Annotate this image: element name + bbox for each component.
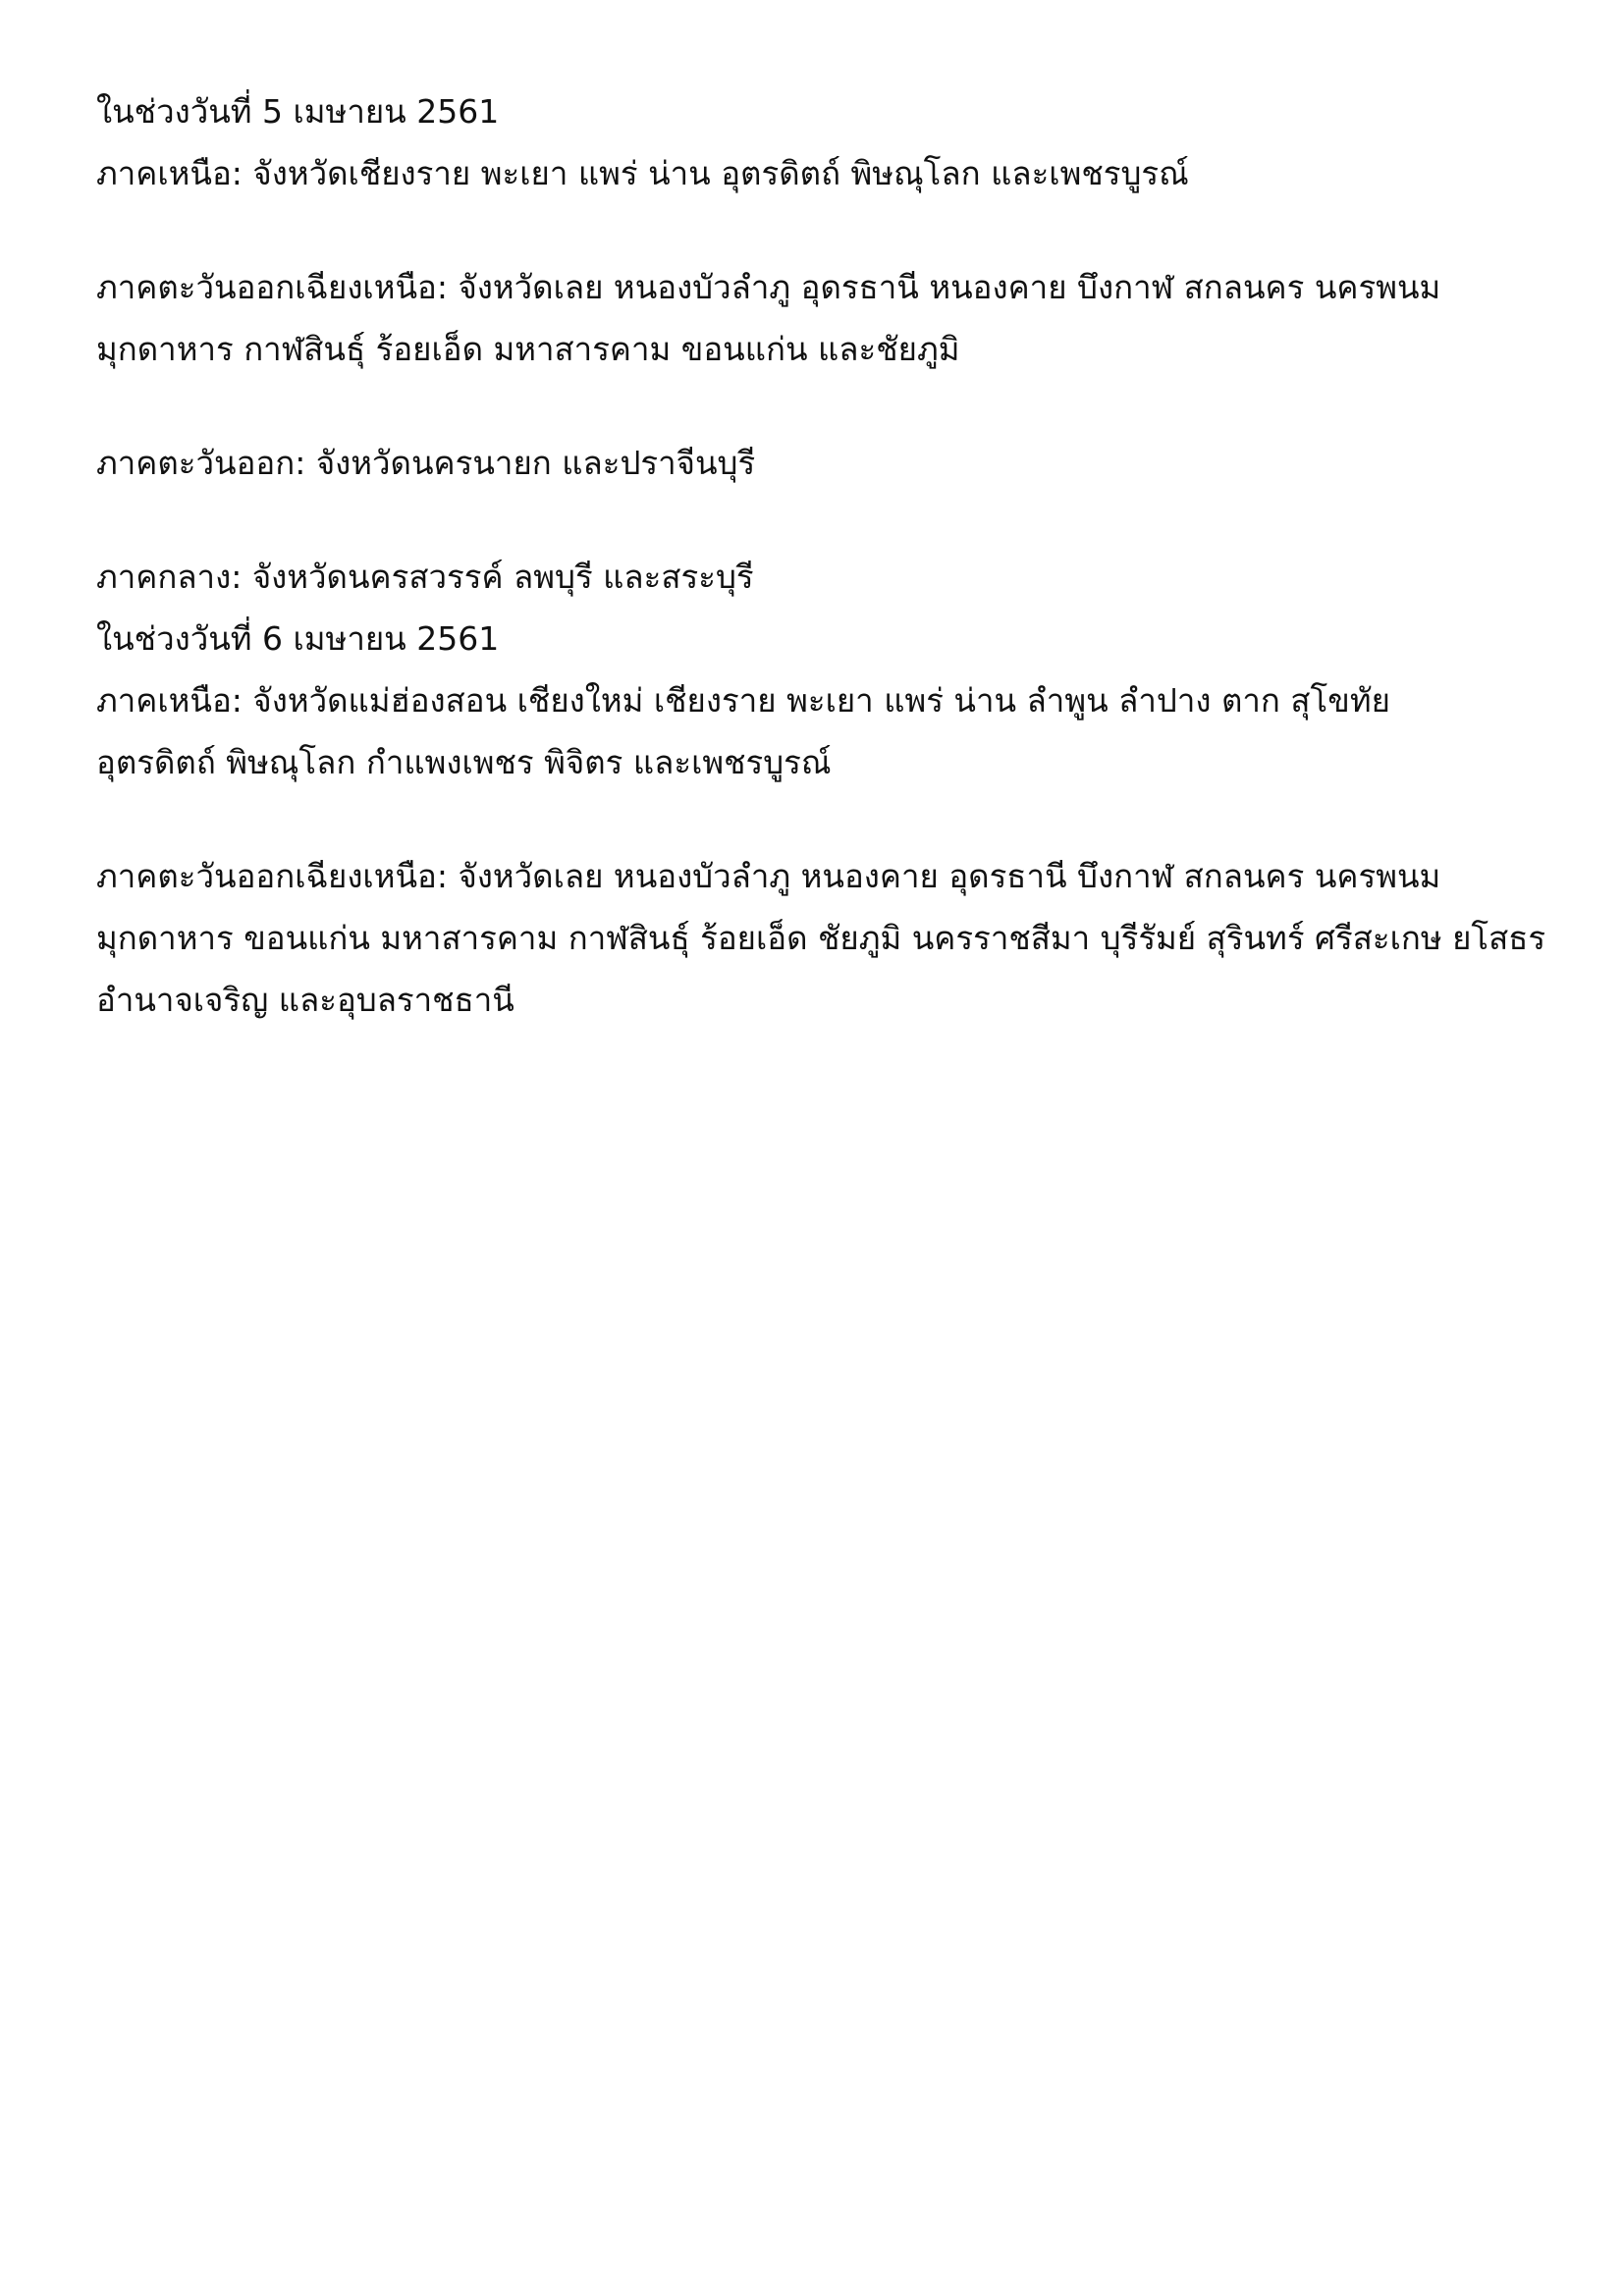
section-date: ในช่วงวันที่ 6 เมษายน 2561 xyxy=(96,619,500,658)
region-line: มุกดาหาร ขอนแก่น มหาสารคาม กาฬสินธุ์ ร้อยเอ็ด ชัยภูมิ นครราชสีมา บุรีรัมย์ สุรินทร์ ศรีสะเกษ ยโสธร xyxy=(96,919,1546,957)
region-paragraph xyxy=(96,546,1569,608)
region-line: อำนาจเจริญ และอุบลราชธานี xyxy=(96,981,514,1019)
section-april-5 xyxy=(96,80,1569,608)
region-line: มุกดาหาร กาฬสินธุ์ ร้อยเอ็ด มหาสารคาม ขอนแก่น และชัยภูมิ xyxy=(96,330,960,368)
region-paragraph xyxy=(96,142,1569,204)
region-line: ภาคตะวันออก: จังหวัดนครนายก และปราจีนบุรี xyxy=(96,444,756,482)
document-content xyxy=(96,80,1569,1031)
region-paragraph xyxy=(96,669,1569,793)
region-line: ภาคตะวันออกเฉียงเหนือ: จังหวัดเลย หนองบัวลำภู หนองคาย อุดรธานี บึงกาฬ สกลนคร นครพนม xyxy=(96,857,1441,895)
region-paragraph xyxy=(96,256,1569,380)
region-line: ภาคเหนือ: จังหวัดแม่ฮ่องสอน เชียงใหม่ เชียงราย พะเยา แพร่ น่าน ลำพูน ลำปาง ตาก สุโขทัย xyxy=(96,681,1390,720)
region-line: อุตรดิตถ์ พิษณุโลก กำแพงเพชร พิจิตร และเพชรบูรณ์ xyxy=(96,743,832,781)
region-paragraph xyxy=(96,432,1569,494)
section-date: ในช่วงวันที่ 5 เมษายน 2561 xyxy=(96,92,500,131)
region-line: ภาคตะวันออกเฉียงเหนือ: จังหวัดเลย หนองบัวลำภู อุดรธานี หนองคาย บึงกาฬ สกลนคร นครพนม xyxy=(96,268,1441,306)
section-april-6 xyxy=(96,608,1569,1031)
region-line: ภาคกลาง: จังหวัดนครสวรรค์ ลพบุรี และสระบุรี xyxy=(96,558,754,596)
region-paragraph xyxy=(96,845,1569,1031)
region-line: ภาคเหนือ: จังหวัดเชียงราย พะเยา แพร่ น่าน อุตรดิตถ์ พิษณุโลก และเพชรบูรณ์ xyxy=(96,154,1189,192)
